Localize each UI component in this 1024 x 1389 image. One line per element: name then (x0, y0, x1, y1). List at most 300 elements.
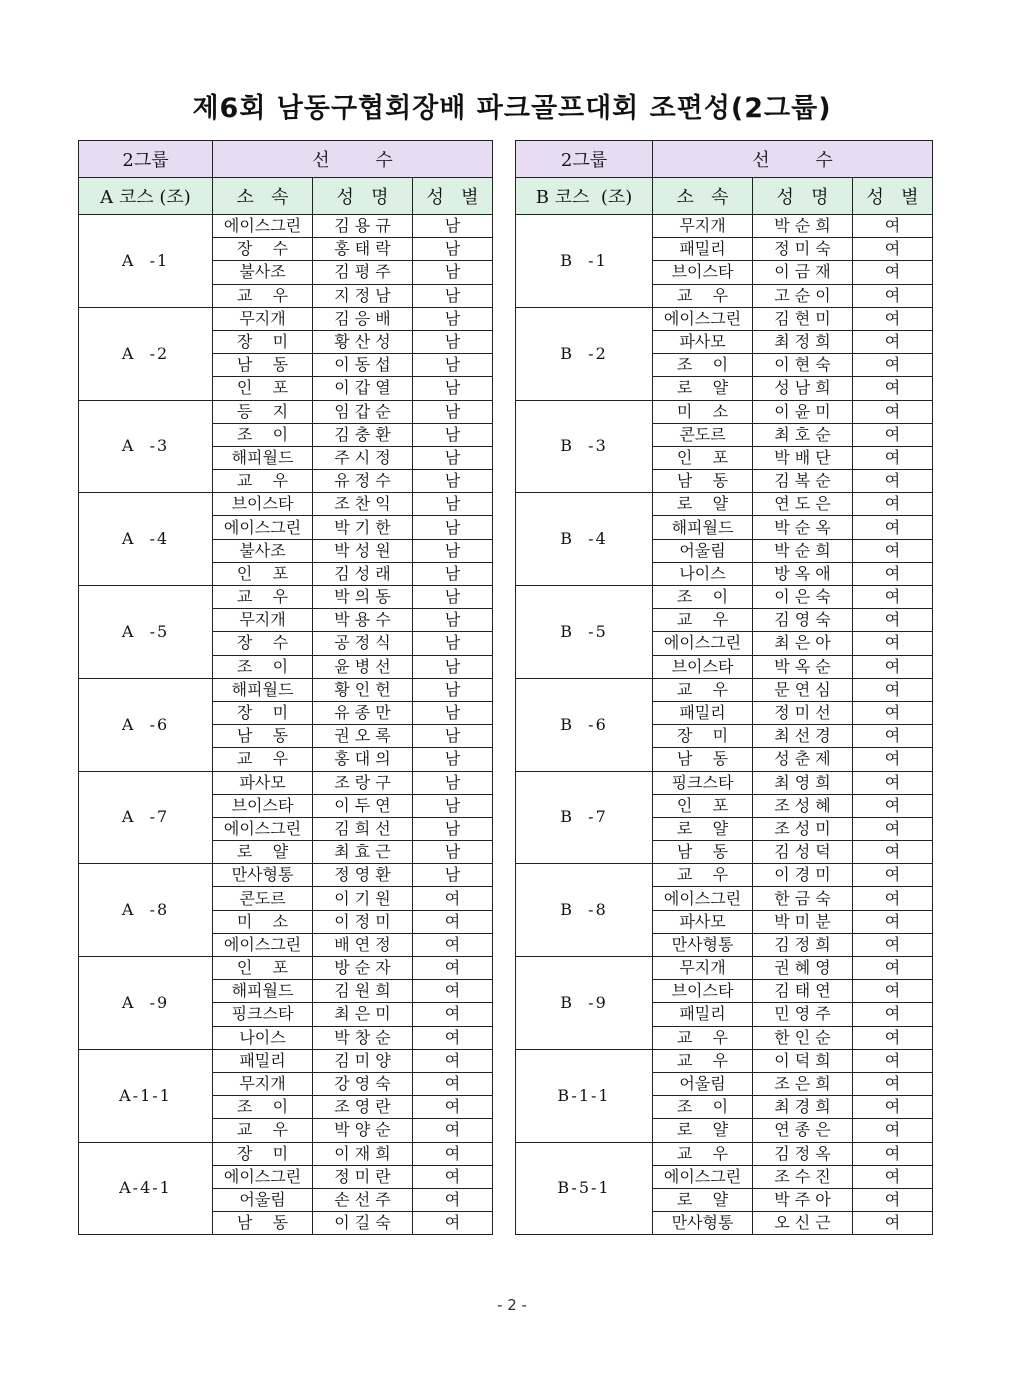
gender-cell: 여 (853, 748, 933, 771)
page-title: 제6회 남동구협회장배 파크골프대회 조편성(2그룹) (192, 93, 832, 124)
player-name-cell: 김 평 주 (313, 261, 413, 284)
affiliation-cell: 브이스타 (213, 794, 313, 817)
affiliation-cell: 교 우 (213, 748, 313, 771)
gender-cell: 여 (853, 725, 933, 748)
table-row (516, 307, 933, 330)
team-label: B -1 (516, 215, 653, 308)
player-name-cell: 김 성 덕 (753, 841, 853, 864)
gender-cell: 여 (853, 980, 933, 1003)
player-name-cell: 문 연 심 (753, 678, 853, 701)
team-rows (516, 215, 933, 1235)
affiliation-cell: 어울림 (213, 1188, 313, 1211)
table-row (516, 678, 933, 701)
player-name-cell: 황 산 성 (313, 330, 413, 353)
gender-cell: 여 (413, 1165, 493, 1188)
group-table-a (78, 140, 493, 1235)
affiliation-cell: 나이스 (653, 562, 753, 585)
table-row (79, 1142, 493, 1165)
affiliation-cell: 핑크스타 (653, 771, 753, 794)
affiliation-cell: 장 미 (213, 1142, 313, 1165)
gender-cell: 남 (413, 307, 493, 330)
affiliation-cell: 장 수 (213, 632, 313, 655)
gender-cell: 여 (853, 1072, 933, 1095)
affiliation-cell: 브이스타 (653, 655, 753, 678)
gender-cell: 남 (413, 678, 493, 701)
player-name-cell: 유 정 수 (313, 470, 413, 493)
affiliation-cell: 에이스그린 (213, 516, 313, 539)
affiliation-cell: 무지개 (653, 957, 753, 980)
team-label: B -7 (516, 771, 653, 864)
gender-cell: 여 (413, 933, 493, 956)
player-name-cell: 박 기 한 (313, 516, 413, 539)
gender-cell: 남 (413, 539, 493, 562)
affiliation-cell: 장 미 (213, 701, 313, 724)
gender-cell: 남 (413, 423, 493, 446)
affiliation-cell: 무지개 (213, 307, 313, 330)
table-row (79, 586, 493, 609)
team-label: A -9 (79, 957, 213, 1050)
player-name-cell: 정 미 선 (753, 701, 853, 724)
gender-cell: 남 (413, 377, 493, 400)
gender-cell: 여 (853, 1165, 933, 1188)
affiliation-cell: 불사조 (213, 261, 313, 284)
gender-cell: 여 (853, 701, 933, 724)
team-label: A -7 (79, 771, 213, 864)
player-name-cell: 손 선 주 (313, 1188, 413, 1211)
player-name-cell: 연 도 은 (753, 493, 853, 516)
player-name-cell: 정 영 환 (313, 864, 413, 887)
group-table-b (515, 140, 933, 1235)
gender-cell: 남 (413, 354, 493, 377)
gender-cell: 여 (413, 1142, 493, 1165)
affiliation-cell: 교 우 (213, 284, 313, 307)
player-name-cell: 최 경 희 (753, 1096, 853, 1119)
affiliation-cell: 패밀리 (653, 1003, 753, 1026)
player-name-cell: 한 인 순 (753, 1026, 853, 1049)
affiliation-cell: 교 우 (653, 1142, 753, 1165)
gender-cell: 남 (413, 400, 493, 423)
gender-cell: 남 (413, 446, 493, 469)
gender-cell: 여 (853, 957, 933, 980)
course-header: B 코스 (조) (516, 178, 653, 215)
affiliation-header: 소 속 (213, 178, 313, 215)
affiliation-cell: 파사모 (213, 771, 313, 794)
affiliation-cell: 조 이 (213, 423, 313, 446)
affiliation-cell: 남 동 (213, 354, 313, 377)
player-name-cell: 이 현 숙 (753, 354, 853, 377)
table-row (516, 493, 933, 516)
name-header: 성 명 (753, 178, 853, 215)
affiliation-cell: 해피월드 (213, 678, 313, 701)
gender-cell: 남 (413, 261, 493, 284)
player-name-cell: 김 성 래 (313, 562, 413, 585)
player-name-cell: 박 창 순 (313, 1026, 413, 1049)
player-name-cell: 강 영 숙 (313, 1072, 413, 1095)
player-name-cell: 김 영 숙 (753, 609, 853, 632)
player-name-cell: 조 영 란 (313, 1096, 413, 1119)
affiliation-cell: 인 포 (653, 446, 753, 469)
player-name-cell: 권 혜 영 (753, 957, 853, 980)
player-name-cell: 최 정 희 (753, 330, 853, 353)
gender-cell: 여 (413, 1026, 493, 1049)
group-label: 2그룹 (516, 141, 653, 178)
gender-cell: 남 (413, 864, 493, 887)
affiliation-cell: 해피월드 (213, 446, 313, 469)
player-name-cell: 윤 병 선 (313, 655, 413, 678)
player-name-cell: 최 호 순 (753, 423, 853, 446)
gender-cell: 여 (413, 887, 493, 910)
player-name-cell: 김 복 순 (753, 470, 853, 493)
player-name-cell: 김 미 양 (313, 1049, 413, 1072)
player-name-cell: 박 미 분 (753, 910, 853, 933)
gender-cell: 여 (853, 307, 933, 330)
player-name-cell: 조 성 혜 (753, 794, 853, 817)
team-label: B -9 (516, 957, 653, 1050)
player-name-cell: 권 오 록 (313, 725, 413, 748)
player-name-cell: 조 성 미 (753, 817, 853, 840)
player-name-cell: 박 주 아 (753, 1188, 853, 1211)
player-name-cell: 김 정 옥 (753, 1142, 853, 1165)
gender-cell: 여 (413, 910, 493, 933)
gender-cell: 여 (853, 470, 933, 493)
affiliation-cell: 조 이 (653, 586, 753, 609)
player-name-cell: 이 경 미 (753, 864, 853, 887)
gender-cell: 여 (853, 678, 933, 701)
group-label: 2그룹 (79, 141, 213, 178)
gender-cell: 여 (853, 539, 933, 562)
table-row (516, 215, 933, 238)
team-label: B-1-1 (516, 1049, 653, 1142)
affiliation-cell: 콘도르 (653, 423, 753, 446)
gender-cell: 여 (413, 1049, 493, 1072)
affiliation-cell: 에이스그린 (213, 1165, 313, 1188)
affiliation-cell: 나이스 (213, 1026, 313, 1049)
gender-cell: 남 (413, 632, 493, 655)
affiliation-cell: 로 얄 (653, 817, 753, 840)
gender-cell: 여 (853, 910, 933, 933)
gender-cell: 여 (853, 400, 933, 423)
gender-cell: 여 (853, 817, 933, 840)
gender-cell: 남 (413, 655, 493, 678)
player-name-cell: 조 찬 익 (313, 493, 413, 516)
table-row (79, 307, 493, 330)
affiliation-cell: 무지개 (213, 609, 313, 632)
gender-cell: 여 (413, 1096, 493, 1119)
team-label: B -8 (516, 864, 653, 957)
affiliation-cell: 불사조 (213, 539, 313, 562)
player-name-cell: 김 응 배 (313, 307, 413, 330)
affiliation-cell: 등 지 (213, 400, 313, 423)
affiliation-cell: 패밀리 (653, 701, 753, 724)
affiliation-cell: 인 포 (213, 562, 313, 585)
gender-cell: 남 (413, 562, 493, 585)
gender-cell: 여 (853, 1026, 933, 1049)
player-name-cell: 홍 대 의 (313, 748, 413, 771)
player-name-cell: 박 순 옥 (753, 516, 853, 539)
affiliation-cell: 브이스타 (653, 980, 753, 1003)
player-name-cell: 이 정 미 (313, 910, 413, 933)
gender-cell: 남 (413, 586, 493, 609)
gender-cell: 남 (413, 817, 493, 840)
table-row (516, 957, 933, 980)
affiliation-cell: 장 미 (653, 725, 753, 748)
gender-cell: 여 (853, 330, 933, 353)
gender-cell: 여 (853, 864, 933, 887)
gender-cell: 여 (853, 354, 933, 377)
team-label: A -3 (79, 400, 213, 493)
affiliation-cell: 핑크스타 (213, 1003, 313, 1026)
team-rows (79, 215, 493, 1235)
team-label: B -4 (516, 493, 653, 586)
affiliation-cell: 에이스그린 (653, 307, 753, 330)
affiliation-cell: 조 이 (213, 1096, 313, 1119)
table-row (516, 864, 933, 887)
player-name-cell: 주 시 정 (313, 446, 413, 469)
affiliation-cell: 파사모 (653, 330, 753, 353)
player-name-cell: 한 금 숙 (753, 887, 853, 910)
team-label: A -5 (79, 586, 213, 679)
player-name-cell: 이 갑 열 (313, 377, 413, 400)
affiliation-cell: 어울림 (653, 1072, 753, 1095)
player-name-cell: 김 정 희 (753, 933, 853, 956)
affiliation-cell: 패밀리 (213, 1049, 313, 1072)
player-name-cell: 최 은 아 (753, 632, 853, 655)
gender-cell: 여 (853, 261, 933, 284)
gender-cell: 여 (413, 957, 493, 980)
gender-cell: 여 (853, 215, 933, 238)
gender-cell: 여 (853, 887, 933, 910)
affiliation-cell: 교 우 (213, 1119, 313, 1142)
gender-cell: 남 (413, 470, 493, 493)
team-label: B -3 (516, 400, 653, 493)
player-name-cell: 조 은 희 (753, 1072, 853, 1095)
table-row (79, 678, 493, 701)
affiliation-cell: 파사모 (653, 910, 753, 933)
player-name-cell: 임 갑 순 (313, 400, 413, 423)
affiliation-header: 소 속 (653, 178, 753, 215)
gender-cell: 여 (853, 771, 933, 794)
table-row (516, 771, 933, 794)
affiliation-cell: 교 우 (653, 284, 753, 307)
affiliation-cell: 에이스그린 (653, 1165, 753, 1188)
affiliation-cell: 패밀리 (653, 238, 753, 261)
player-name-cell: 이 기 원 (313, 887, 413, 910)
affiliation-cell: 무지개 (213, 1072, 313, 1095)
affiliation-cell: 에이스그린 (213, 933, 313, 956)
player-name-cell: 고 순 이 (753, 284, 853, 307)
gender-cell: 남 (413, 609, 493, 632)
player-name-cell: 이 윤 미 (753, 400, 853, 423)
player-name-cell: 최 영 희 (753, 771, 853, 794)
player-name-cell: 정 미 란 (313, 1165, 413, 1188)
team-label: A -4 (79, 493, 213, 586)
affiliation-cell: 남 동 (653, 470, 753, 493)
team-label: A-4-1 (79, 1142, 213, 1235)
gender-cell: 여 (413, 1188, 493, 1211)
affiliation-cell: 해피월드 (213, 980, 313, 1003)
player-name-cell: 김 원 희 (313, 980, 413, 1003)
affiliation-cell: 남 동 (213, 725, 313, 748)
affiliation-cell: 인 포 (213, 957, 313, 980)
gender-cell: 남 (413, 748, 493, 771)
affiliation-cell: 어울림 (653, 539, 753, 562)
player-name-cell: 이 두 연 (313, 794, 413, 817)
affiliation-cell: 교 우 (213, 470, 313, 493)
affiliation-cell: 교 우 (653, 609, 753, 632)
gender-cell: 남 (413, 215, 493, 238)
team-label: B -6 (516, 678, 653, 771)
player-name-cell: 오 신 근 (753, 1212, 853, 1235)
player-name-cell: 공 정 식 (313, 632, 413, 655)
player-name-cell: 박 용 수 (313, 609, 413, 632)
player-name-cell: 이 길 숙 (313, 1212, 413, 1235)
player-name-cell: 민 영 주 (753, 1003, 853, 1026)
gender-cell: 여 (413, 1003, 493, 1026)
affiliation-cell: 에이스그린 (213, 817, 313, 840)
player-name-cell: 김 태 연 (753, 980, 853, 1003)
page-number: - 2 - (497, 1296, 527, 1314)
affiliation-cell: 남 동 (213, 1212, 313, 1235)
gender-cell: 남 (413, 238, 493, 261)
player-name-cell: 김 현 미 (753, 307, 853, 330)
gender-cell: 남 (413, 284, 493, 307)
gender-cell: 여 (853, 284, 933, 307)
team-label: B -2 (516, 307, 653, 400)
gender-cell: 여 (853, 1119, 933, 1142)
course-header: A 코스 (조) (79, 178, 213, 215)
gender-cell: 여 (853, 1212, 933, 1235)
gender-cell: 남 (413, 516, 493, 539)
gender-cell: 여 (853, 238, 933, 261)
table-row (79, 957, 493, 980)
gender-header: 성 별 (853, 178, 933, 215)
affiliation-cell: 로 얄 (653, 493, 753, 516)
table-row (516, 1142, 933, 1165)
player-name-cell: 정 미 숙 (753, 238, 853, 261)
table-row (79, 493, 493, 516)
gender-header: 성 별 (413, 178, 493, 215)
player-name-cell: 박 옥 순 (753, 655, 853, 678)
gender-cell: 여 (853, 609, 933, 632)
players-header: 선 수 (653, 141, 933, 178)
player-name-cell: 이 재 희 (313, 1142, 413, 1165)
player-name-cell: 김 충 환 (313, 423, 413, 446)
player-name-cell: 배 연 정 (313, 933, 413, 956)
affiliation-cell: 만사형통 (653, 933, 753, 956)
gender-cell: 여 (853, 1142, 933, 1165)
player-name-cell: 지 정 남 (313, 284, 413, 307)
player-name-cell: 홍 태 락 (313, 238, 413, 261)
player-name-cell: 조 랑 구 (313, 771, 413, 794)
gender-cell: 남 (413, 493, 493, 516)
player-name-cell: 연 종 은 (753, 1119, 853, 1142)
affiliation-cell: 브이스타 (653, 261, 753, 284)
player-name-cell: 박 양 순 (313, 1119, 413, 1142)
affiliation-cell: 교 우 (653, 864, 753, 887)
gender-cell: 여 (413, 980, 493, 1003)
affiliation-cell: 남 동 (653, 841, 753, 864)
gender-cell: 남 (413, 841, 493, 864)
affiliation-cell: 장 수 (213, 238, 313, 261)
name-header: 성 명 (313, 178, 413, 215)
team-label: B-5-1 (516, 1142, 653, 1235)
gender-cell: 남 (413, 701, 493, 724)
team-label: A -1 (79, 215, 213, 308)
team-label: A-1-1 (79, 1049, 213, 1142)
gender-cell: 여 (853, 1003, 933, 1026)
gender-cell: 여 (413, 1119, 493, 1142)
gender-cell: 남 (413, 771, 493, 794)
gender-cell: 여 (413, 1212, 493, 1235)
gender-cell: 남 (413, 725, 493, 748)
gender-cell: 여 (853, 632, 933, 655)
affiliation-cell: 에이스그린 (653, 887, 753, 910)
gender-cell: 여 (853, 794, 933, 817)
player-name-cell: 최 은 미 (313, 1003, 413, 1026)
player-name-cell: 이 동 섭 (313, 354, 413, 377)
gender-cell: 여 (853, 933, 933, 956)
player-name-cell: 박 의 동 (313, 586, 413, 609)
affiliation-cell: 로 얄 (653, 1119, 753, 1142)
affiliation-cell: 로 얄 (653, 1188, 753, 1211)
affiliation-cell: 교 우 (653, 678, 753, 701)
gender-cell: 여 (853, 516, 933, 539)
affiliation-cell: 콘도르 (213, 887, 313, 910)
gender-cell: 여 (853, 423, 933, 446)
player-name-cell: 김 용 규 (313, 215, 413, 238)
gender-cell: 여 (853, 655, 933, 678)
gender-cell: 여 (853, 493, 933, 516)
affiliation-cell: 교 우 (653, 1049, 753, 1072)
table-row (79, 215, 493, 238)
gender-cell: 남 (413, 794, 493, 817)
affiliation-cell: 브이스타 (213, 493, 313, 516)
table-row (516, 586, 933, 609)
affiliation-cell: 조 이 (653, 354, 753, 377)
player-name-cell: 방 순 자 (313, 957, 413, 980)
affiliation-cell: 해피월드 (653, 516, 753, 539)
affiliation-cell: 조 이 (653, 1096, 753, 1119)
affiliation-cell: 조 이 (213, 655, 313, 678)
affiliation-cell: 만사형통 (653, 1212, 753, 1235)
player-name-cell: 조 수 진 (753, 1165, 853, 1188)
affiliation-cell: 인 포 (213, 377, 313, 400)
player-name-cell: 김 희 선 (313, 817, 413, 840)
affiliation-cell: 남 동 (653, 748, 753, 771)
team-label: B -5 (516, 586, 653, 679)
player-name-cell: 박 순 희 (753, 215, 853, 238)
team-label: A -2 (79, 307, 213, 400)
table-row (79, 1049, 493, 1072)
affiliation-cell: 미 소 (213, 910, 313, 933)
affiliation-cell: 로 얄 (213, 841, 313, 864)
gender-cell: 여 (853, 446, 933, 469)
player-name-cell: 박 성 원 (313, 539, 413, 562)
gender-cell: 남 (413, 330, 493, 353)
table-row (516, 1049, 933, 1072)
affiliation-cell: 무지개 (653, 215, 753, 238)
player-name-cell: 황 인 헌 (313, 678, 413, 701)
player-name-cell: 박 배 단 (753, 446, 853, 469)
gender-cell: 여 (853, 1096, 933, 1119)
player-name-cell: 이 금 재 (753, 261, 853, 284)
table-row (79, 864, 493, 887)
table-row (79, 771, 493, 794)
affiliation-cell: 로 얄 (653, 377, 753, 400)
gender-cell: 여 (413, 1072, 493, 1095)
gender-cell: 여 (853, 562, 933, 585)
affiliation-cell: 교 우 (213, 586, 313, 609)
